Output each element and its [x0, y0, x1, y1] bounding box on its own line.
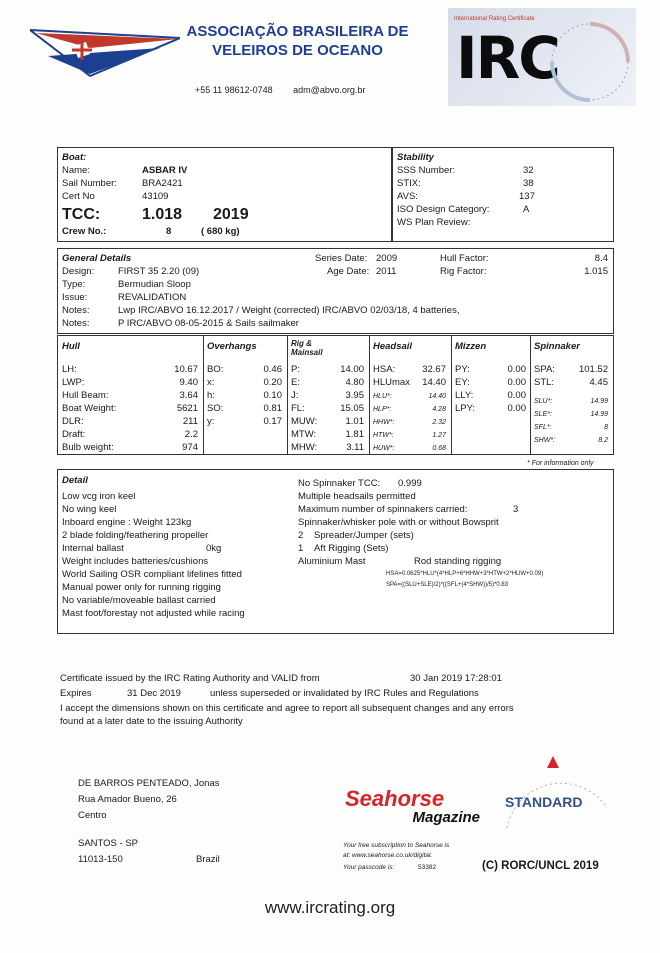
text-field: 137	[519, 191, 535, 202]
sail-number: BRA2421	[142, 178, 183, 189]
text-field: Aluminium Mast	[298, 556, 366, 567]
text-field: General Details	[62, 253, 132, 264]
text-field: Spinnaker	[534, 341, 580, 352]
issued-text: Certificate issued by the IRC Rating Authority and VALID from	[60, 673, 320, 684]
text-field: Multiple headsails permitted	[298, 491, 416, 502]
text-field: Expires	[60, 688, 92, 699]
text-field: World Sailing OSR compliant lifelines fitted	[62, 569, 242, 580]
text-field: DLR:	[62, 416, 84, 427]
stability-section	[392, 147, 614, 242]
text-field: Mizzen	[455, 341, 487, 352]
text-field: 2011	[376, 266, 397, 277]
text-field: A	[523, 204, 530, 215]
text-field: 38	[523, 178, 534, 189]
irc-logo: International Rating Certificate IRC	[448, 8, 636, 106]
text-field: 3.95	[345, 390, 364, 401]
text-field: Type:	[62, 279, 86, 290]
text-field: Manual power only for running rigging	[62, 582, 221, 593]
org-email: adm@abvo.org.br	[293, 85, 366, 95]
text-field: 3.64	[179, 390, 198, 401]
text-field: Hull Factor:	[440, 253, 489, 264]
abvo-flag-logo	[30, 28, 180, 80]
text-field: MHW:	[291, 442, 318, 453]
text-field: 2	[298, 530, 304, 541]
text-field: 0.68	[432, 445, 446, 452]
text-field: Inboard engine : Weight 123kg	[62, 517, 192, 528]
text-field: 0.17	[263, 416, 282, 427]
text-field: 14.00	[340, 364, 364, 375]
text-field: Name:	[62, 165, 90, 176]
text-field: 1.81	[345, 429, 364, 440]
text-field: Bermudian Sloop	[118, 279, 191, 290]
text-field: 32	[523, 165, 534, 176]
tcc-value: 1.018	[142, 206, 183, 223]
text-field: 0.00	[507, 390, 526, 401]
cert-number: 43109	[142, 191, 169, 202]
text-field: 32.67	[422, 364, 446, 375]
text-field: 1.015	[584, 266, 608, 277]
text-field: Notes:	[62, 305, 90, 316]
text-field: I accept the dimensions shown on this certificate and agree to report all subsequent changes and any errors	[60, 703, 514, 714]
owner-country: Brazil	[196, 854, 220, 865]
text-field: Detail	[62, 475, 88, 486]
text-field: 3.11	[346, 442, 364, 453]
text-field: 10.67	[174, 364, 198, 375]
text-field: 14.40	[428, 393, 446, 400]
text-field: HLP*:	[373, 406, 392, 413]
text-field: 5621	[176, 403, 198, 414]
text-field: FL:	[291, 403, 305, 414]
text-field: Boat:	[62, 152, 87, 163]
text-field: Spreader/Jumper (sets)	[314, 530, 414, 541]
text-field: Crew No.:	[62, 226, 107, 237]
text-field: 53382	[418, 864, 437, 871]
crew-weight: ( 680 kg)	[201, 226, 240, 237]
text-field: 211	[182, 416, 198, 427]
text-field: No variable/moveable ballast carried	[62, 595, 216, 606]
owner-name: DE BARROS PENTEADO, Jonas	[78, 778, 220, 789]
text-field: 4.80	[345, 377, 364, 388]
text-field: h:	[207, 390, 215, 401]
text-field: Bulb weight:	[62, 442, 114, 453]
measurements-section	[57, 335, 614, 455]
text-field: 0.999	[398, 478, 422, 489]
text-field: y:	[207, 416, 215, 427]
issued-date: 30 Jan 2019 17:28:01	[410, 673, 502, 684]
owner-zip: 11013-150	[78, 854, 123, 865]
text-field: SPA=((SLU+SLE)/2)*((SFL+(4*SHW))/5)*0.83	[386, 582, 509, 588]
text-field: HLU*:	[373, 393, 392, 400]
org-contact	[195, 85, 383, 95]
text-field: unless superseded or invalidated by IRC Rules and Regulations	[210, 688, 479, 699]
text-field: Draft:	[62, 429, 86, 440]
text-field: SO:	[207, 403, 224, 414]
crew-number: 8	[166, 226, 172, 237]
text-field: 2.2	[184, 429, 198, 440]
owner-street: Rua Amador Bueno, 26	[78, 794, 177, 805]
text-field: Hull	[62, 341, 80, 352]
text-field: 8	[604, 424, 608, 431]
text-field: Low vcg iron keel	[62, 491, 136, 502]
text-field: MTW:	[291, 429, 317, 440]
text-field: Stability	[397, 152, 434, 163]
text-field: 14.40	[422, 377, 446, 388]
text-field: x:	[207, 377, 215, 388]
text-field: TCC:	[62, 206, 101, 223]
text-field: LPY:	[455, 403, 476, 414]
text-field: J:	[291, 390, 299, 401]
copyright: (C) RORC/UNCL 2019	[482, 860, 599, 872]
text-field: 1.27	[432, 432, 446, 439]
standard-label: STANDARD	[505, 794, 583, 810]
text-field: No Spinnaker TCC:	[298, 478, 381, 489]
text-field: REVALIDATION	[118, 292, 187, 303]
text-field: HSA:	[373, 364, 396, 375]
text-field: at: www.seahorse.co.uk/digital.	[343, 852, 433, 859]
text-field: STL:	[534, 377, 555, 388]
seahorse-logo: Seahorse Magazine	[345, 786, 480, 826]
text-field: 2009	[376, 253, 398, 264]
text-field: HHW*:	[373, 419, 395, 426]
text-field: 15.05	[340, 403, 364, 414]
text-field: Design:	[62, 266, 95, 277]
text-field: SHW*:	[534, 437, 555, 444]
text-field: Hull Beam:	[62, 390, 109, 401]
expires-date: 31 Dec 2019	[127, 688, 181, 699]
text-field: 0kg	[206, 543, 222, 554]
text-field: BO:	[207, 364, 224, 375]
text-field: HSA=0.0625*HLU*(4*HLP+6*HHW+3*HTW+2*HUW+0.09)	[386, 571, 544, 577]
general-details-section	[57, 248, 614, 334]
text-field: EY:	[455, 377, 470, 388]
text-field: Boat Weight:	[62, 403, 117, 414]
text-field: 3	[513, 504, 519, 515]
text-field: 2 blade folding/feathering propeller	[62, 530, 209, 541]
text-field: 1	[298, 543, 304, 554]
text-field: 8.2	[598, 437, 608, 444]
text-field: SSS Number:	[397, 165, 456, 176]
text-field: SPA:	[534, 364, 555, 375]
text-field: HUW*:	[373, 445, 395, 452]
text-field: 4.28	[432, 406, 446, 413]
text-field: WS Plan Review:	[397, 217, 471, 228]
text-field: AVS:	[397, 191, 418, 202]
owner-district: Centro	[78, 810, 107, 821]
text-field: Age Date:	[327, 266, 370, 277]
text-field: Aft Rigging (Sets)	[314, 543, 389, 554]
text-field: P IRC/ABVO 08-05-2015 & Sails sailmaker	[118, 318, 299, 329]
standard-dial-icon	[497, 748, 617, 838]
text-field: E:	[291, 377, 300, 388]
text-field: found at a later date to the issuing Authority	[60, 716, 243, 727]
text-field: SFL*:	[534, 424, 552, 431]
text-field: 9.40	[179, 377, 198, 388]
text-field: Mainsail	[291, 348, 323, 357]
text-field: 14.99	[590, 398, 608, 405]
text-field: Your passcode is:	[343, 864, 395, 871]
org-phone: +55 11 98612-0748	[195, 85, 273, 95]
text-field: Maximum number of spinnakers carried:	[298, 504, 468, 515]
footer-url[interactable]: www.ircrating.org	[264, 898, 396, 917]
text-field: LLY:	[455, 390, 474, 401]
text-field: MUW:	[291, 416, 318, 427]
text-field: LWP:	[62, 377, 85, 388]
text-field: Overhangs	[207, 341, 257, 352]
text-field: 8.4	[594, 253, 608, 264]
text-field: 2.32	[432, 419, 446, 426]
text-field: HTW*:	[373, 432, 394, 439]
text-field: Mast foot/forestay not adjusted while racing	[62, 608, 245, 619]
text-field: Rod standing rigging	[414, 556, 502, 567]
text-field: Internal ballast	[62, 543, 124, 554]
footnote: * For information only	[527, 460, 594, 467]
text-field: Rig Factor:	[440, 266, 487, 277]
text-field: 101.52	[578, 364, 608, 375]
text-field: Lwp IRC/ABVO 16.12.2017 / Weight (corrected) IRC/ABVO 02/03/18, 4 batteries,	[118, 305, 460, 316]
text-field: P:	[291, 364, 300, 375]
text-field: FIRST 35 2.20 (09)	[118, 266, 200, 277]
text-field: 0.81	[263, 403, 282, 414]
text-field: 4.45	[589, 377, 608, 388]
text-field: Series Date:	[315, 253, 368, 264]
text-field: 0.00	[507, 403, 526, 414]
text-field: 0.10	[263, 390, 282, 401]
text-field: Spinnaker/whisker pole with or without Bowsprit	[298, 517, 499, 528]
text-field: Sail Number:	[62, 178, 117, 189]
text-field: HLUmax	[373, 377, 410, 388]
text-field: Issue:	[62, 292, 88, 303]
text-field: No wing keel	[62, 504, 117, 515]
text-field: Weight includes batteries/cushions	[62, 556, 209, 567]
text-field: Cert No	[62, 191, 95, 202]
text-field: 14.99	[590, 411, 608, 418]
text-field: Headsail	[373, 341, 413, 352]
detail-section	[57, 469, 614, 634]
text-field: Rig &	[291, 339, 312, 348]
text-field: PY:	[455, 364, 470, 375]
text-field: ISO Design Category:	[397, 204, 490, 215]
text-field: LH:	[62, 364, 77, 375]
org-name: ASSOCIAÇÃO BRASILEIRA DE VELEIROS DE OCEANO	[186, 23, 409, 59]
text-field: STIX:	[397, 178, 421, 189]
compass-dial-icon	[548, 20, 632, 104]
text-field: Notes:	[62, 318, 90, 329]
text-field: SLE*:	[534, 411, 552, 418]
text-field: 974	[182, 442, 198, 453]
text-field: SLU*:	[534, 398, 553, 405]
text-field: 0.20	[263, 377, 282, 388]
boat-section	[57, 147, 392, 242]
text-field: Your free subscription to Seahorse is	[343, 842, 450, 849]
tcc-year: 2019	[213, 206, 249, 223]
text-field: 1.01	[345, 416, 364, 427]
owner-city: SANTOS - SP	[78, 838, 139, 849]
text-field: 0.00	[507, 364, 526, 375]
text-field: 0.00	[507, 377, 526, 388]
text-field: 0.46	[263, 364, 282, 375]
boat-name: ASBAR IV	[142, 165, 188, 176]
